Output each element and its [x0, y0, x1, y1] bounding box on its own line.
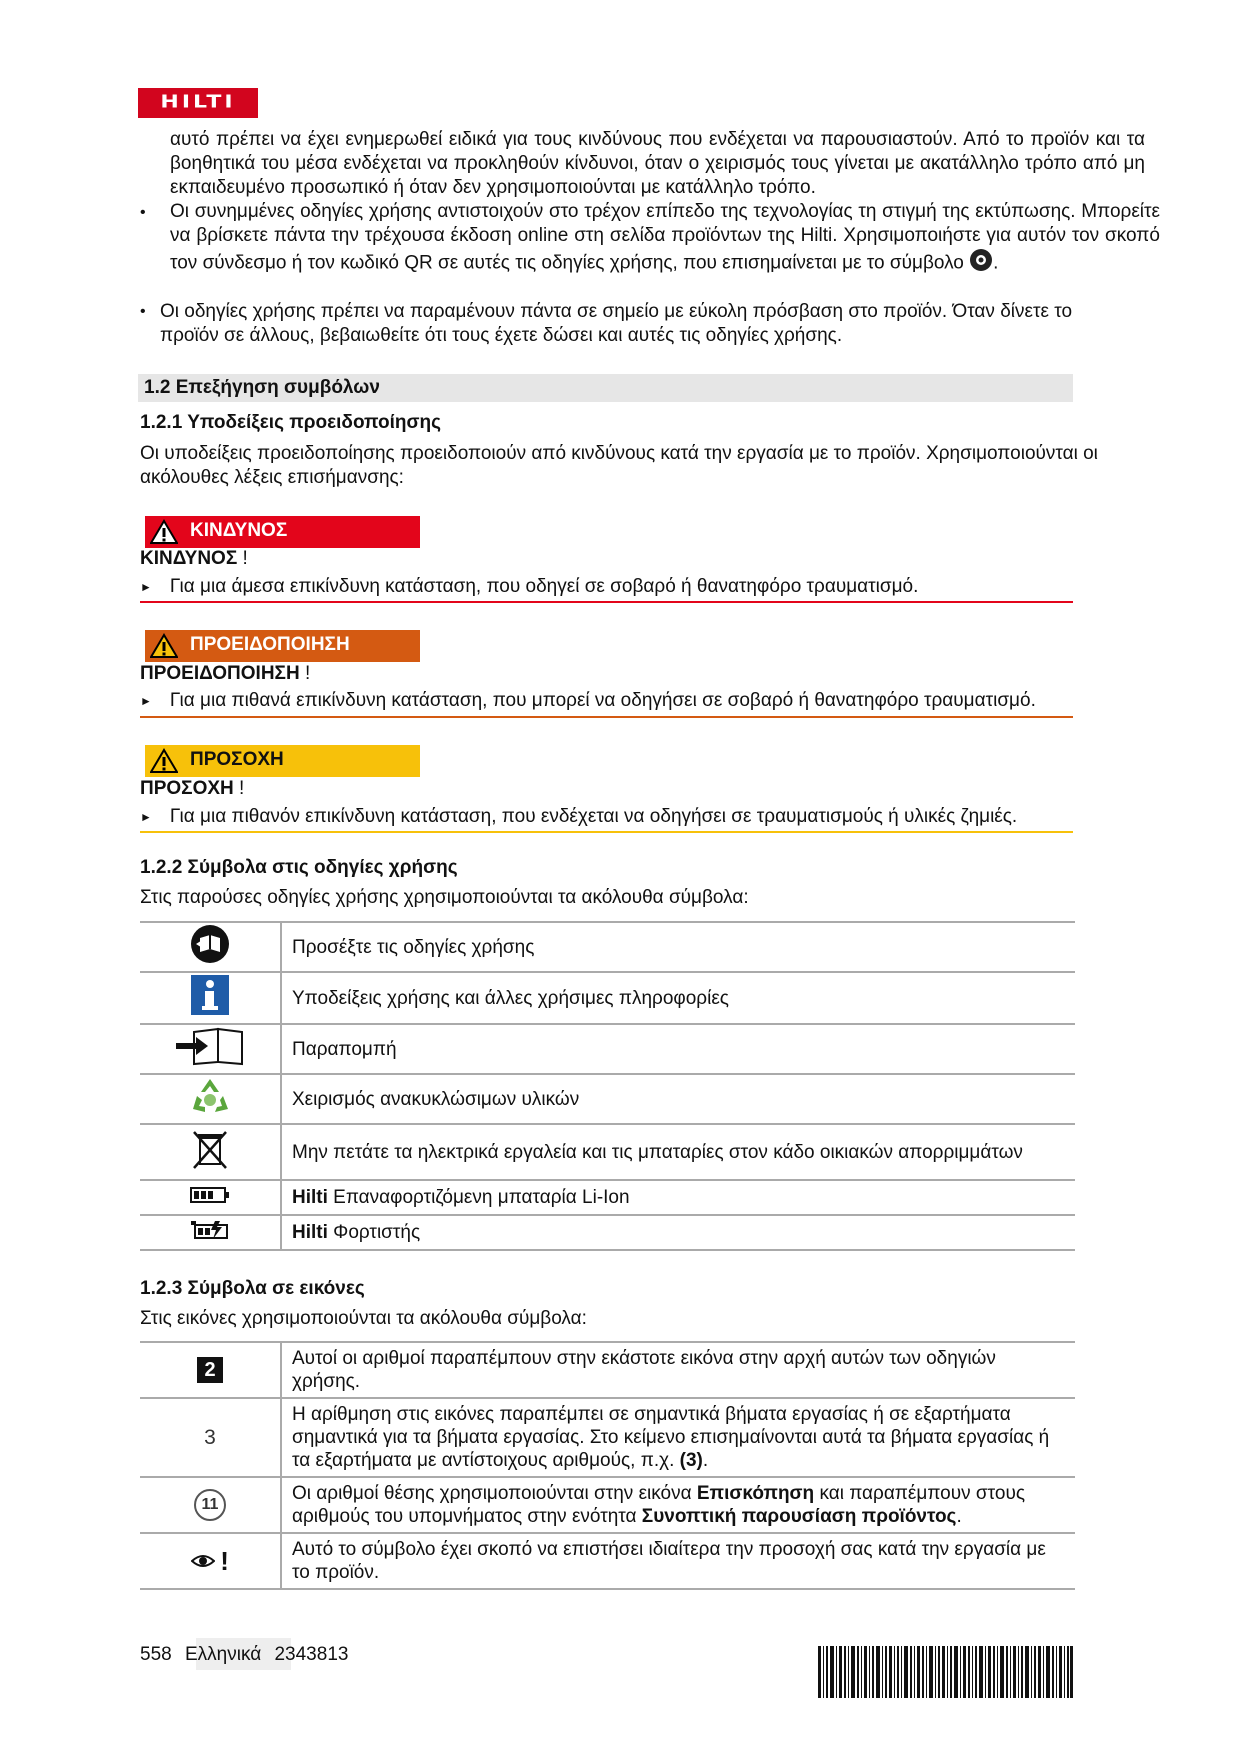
danger-title: [140, 548, 248, 570]
attention-eye-icon: [140, 1533, 281, 1589]
figure-number: 2: [197, 1357, 223, 1383]
table-row: [140, 1124, 1075, 1180]
caution-excl: !: [233, 778, 245, 799]
qr-symbol-icon: [969, 248, 993, 279]
page-number: 558: [140, 1644, 172, 1665]
symbol-text: Παραπομπή: [281, 1024, 1075, 1074]
symbol-text: Χειρισμός ανακυκλώσιμων υλικών: [281, 1074, 1075, 1124]
symbol-text: [281, 1477, 1075, 1533]
symbol-text: Μην πετάτε τα ηλεκτρικά εργαλεία και τις μπαταρίες στον κάδο οικιακών απορριμμάτων: [281, 1124, 1075, 1180]
subsection-title-1-2-2: 1.2.2 Σύμβολα στις οδηγίες χρήσης: [140, 857, 458, 878]
arrow-icon: ►: [140, 809, 152, 824]
battery-text: Επαναφορτιζόμενη μπαταρία Li-Ion: [327, 1187, 630, 1208]
intro-bullet-1: Οι συνημμένες οδηγίες χρήσης αντιστοιχούν στο τρέχον επίπεδο της τεχνολογίας τη στιγμή της εκτύπωσης. Μπορείτε να βρίσκετε πάντα την τρέχουσα έκδοση online στη σελίδα προϊόντων της Hilti. Χρησιμοποιήστε για αυτόν τον σκοπό τον σύνδεσμο ή τον κωδικό QR σε αυτές τις οδηγίες χρήσης, που επισημαίνεται με το σύμβολο .: [170, 200, 1160, 279]
symbol-text: [281, 1180, 1075, 1215]
hilti-logo: [138, 88, 258, 118]
subsection-text-1-2-2: Στις παρούσες οδηγίες χρήσης χρησιμοποιούνται τα ακόλουθα σύμβολα:: [140, 887, 749, 908]
table-row: [140, 1342, 1075, 1398]
warning-triangle-icon: [150, 633, 178, 659]
charger-icon: [140, 1215, 281, 1250]
caution-title-text: ΠΡΟΣΟΧΗ: [140, 778, 234, 799]
table-row: [140, 1180, 1075, 1215]
caution-description-text: Για μια πιθανόν επικίνδυνη κατάσταση, που ενδέχεται να οδηγήσει σε τραυματισμούς ή υλικές ζημιές.: [169, 806, 1018, 827]
warning-title: [140, 663, 310, 685]
reference-book-icon: [140, 1024, 281, 1074]
table-row: [140, 1074, 1075, 1124]
warning-triangle-icon: [150, 748, 178, 774]
table-row: [140, 972, 1075, 1024]
warning-signal-box: [145, 630, 420, 662]
intro-paragraph-text: αυτό πρέπει να έχει ενημερωθεί ειδικά για τους κινδύνους που ενδέχεται να παρουσιαστούν. Από το προϊόν και τα βοηθητικά του μέσα ενδέχεται να προκληθούν κίνδυνοι, όταν ο χειρισμός τους γίνεται με ακατάλληλο τρόπο από μη εκπαιδευμένο προσωπικό ή όταν δεν χρησιμοποιούνται με κατάλληλο τρόπο.: [170, 129, 1145, 198]
table-row: [140, 1024, 1075, 1074]
intro-bullet-2-text: Οι οδηγίες χρήσης πρέπει να παραμένουν πάντα σε σημείο με εύκολη πρόσβαση στο προϊόν. Όταν δίνετε το προϊόν σε άλλους, βεβαιωθείτε ότι τους έχετε δώσει και αυτές τις οδηγίες χρήσης.: [160, 301, 1073, 346]
danger-description: [140, 576, 918, 598]
info-icon: [140, 972, 281, 1024]
crossed-bin-icon: [140, 1124, 281, 1180]
symbol-text: Αυτό το σύμβολο έχει σκοπό να επιστήσει ιδιαίτερα την προσοχή σας κατά την εργασία με το προϊόν.: [281, 1533, 1075, 1589]
hilti-bold: Hilti: [292, 1222, 328, 1243]
symbols-table: [140, 921, 1075, 1251]
recycle-icon: [140, 1074, 281, 1124]
step-example: (3): [679, 1450, 703, 1471]
battery-icon: [140, 1180, 281, 1215]
symbol-text: Υποδείξεις χρήσης και άλλες χρήσιμες πληροφορίες: [281, 972, 1075, 1024]
image-symbols-table: [140, 1341, 1075, 1590]
charger-text: Φορτιστής: [327, 1222, 421, 1243]
danger-excl: !: [237, 548, 248, 569]
danger-divider: [140, 601, 1073, 603]
section-title: 1.2 Επεξήγηση συμβόλων: [144, 377, 380, 398]
step-end: .: [702, 1450, 709, 1471]
symbol-text: [281, 1215, 1075, 1250]
symbol-text: Προσέξτε τις οδηγίες χρήσης: [281, 922, 1075, 972]
intro-bullet-1-text: Οι συνημμένες οδηγίες χρήσης αντιστοιχούν στο τρέχον επίπεδο της τεχνολογίας τη στιγμή της εκτύπωσης. Μπορείτε να βρίσκετε πάντα την τρέχουσα έκδοση online στη σελίδα προϊόντων της Hilti. Χρησιμοποιήστε για αυτόν τον σκοπό τον σύνδεσμο ή τον κωδικό QR σε αυτές τις οδηγίες χρήσης, που επισημαίνεται με το σύμβολο: [170, 201, 1160, 274]
read-manual-icon: [140, 922, 281, 972]
warning-signal-label: ΠΡΟΕΙΔΟΠΟΙΗΣΗ: [190, 634, 350, 655]
table-row: [140, 1477, 1075, 1533]
symbol-text: Αυτοί οι αριθμοί παραπέμπουν στην εκάστοτε εικόνα στην αρχή αυτών των οδηγιών χρήσης.: [281, 1342, 1075, 1398]
overview-bold: Επισκόπηση: [696, 1483, 815, 1504]
footer-code: 2343813: [274, 1644, 349, 1665]
table-row: [140, 1533, 1075, 1589]
caution-signal-label: ΠΡΟΣΟΧΗ: [190, 749, 284, 770]
warning-title-text: ΠΡΟΕΙΔΟΠΟΙΗΣΗ: [140, 663, 300, 684]
hilti-bold: Hilti: [292, 1187, 328, 1208]
warning-excl: !: [299, 663, 311, 684]
position-text-2: και παραπέμπουν στους αριθμούς του υπομνήματος στην ενότητα: [292, 1483, 1025, 1527]
warning-divider: [140, 716, 1073, 718]
step-text: Η αρίθμηση στις εικόνες παραπέμπει σε σημαντικά βήματα εργασίας ή σε εξαρτήματα σημαντικά για τα βήματα εργασίας. Στο κείμενο επισημαίνονται αυτά τα βήματα εργασίας ή τα εξαρτήματα με αντίστοιχους αριθμούς, π.χ.: [292, 1404, 1050, 1471]
warning-description: [140, 690, 1036, 712]
danger-signal-label: ΚΙΝΔΥΝΟΣ: [190, 520, 288, 541]
caution-divider: [140, 831, 1073, 833]
bullet-dot: •: [140, 204, 146, 221]
subsection-text-1-2-1: Οι υποδείξεις προειδοποίησης προειδοποιούν από κινδύνους κατά την εργασία με το προϊόν. Χρησιμοποιούνται οι ακόλουθες λέξεις επισήμανσης:: [140, 443, 1098, 488]
intro-paragraph: [170, 128, 1145, 200]
danger-description-text: Για μια άμεσα επικίνδυνη κατάσταση, που οδηγεί σε σοβαρό ή θανατηφόρο τραυματισμό.: [169, 576, 919, 597]
warning-description-text: Για μια πιθανά επικίνδυνη κατάσταση, που μπορεί να οδηγήσει σε σοβαρό ή θανατηφόρο τραυματισμό.: [169, 690, 1036, 711]
step-number: 3: [204, 1425, 216, 1449]
section-header: [138, 374, 1073, 402]
product-summary-bold: Συνοπτική παρουσίαση προϊόντος: [641, 1506, 957, 1527]
attention-mark: !: [220, 1545, 229, 1576]
arrow-icon: ►: [140, 693, 152, 708]
intro-bullet-2: [160, 300, 1120, 348]
bullet-dot: •: [140, 303, 146, 320]
logo-text: HILTI: [160, 92, 236, 113]
subsection-text-1-2-3: Στις εικόνες χρησιμοποιούνται τα ακόλουθα σύμβολα:: [140, 1308, 587, 1329]
barcode-icon: [818, 1646, 1073, 1698]
subsection-title-1-2-1: 1.2.1 Υποδείξεις προειδοποίησης: [140, 412, 442, 433]
caution-signal-box: [145, 745, 420, 777]
step-number-icon: [140, 1398, 281, 1477]
table-row: [140, 922, 1075, 972]
danger-signal-box: [145, 516, 420, 548]
arrow-icon: ►: [140, 579, 152, 594]
position-text: Οι αριθμοί θέσης χρησιμοποιούνται στην εικόνα: [292, 1483, 692, 1504]
warning-triangle-icon: [150, 519, 178, 545]
subsection-title-1-2-3: 1.2.3 Σύμβολα σε εικόνες: [140, 1278, 365, 1299]
table-row: [140, 1215, 1075, 1250]
symbol-text: [281, 1398, 1075, 1477]
caution-description: [140, 806, 1017, 828]
table-row: [140, 1398, 1075, 1477]
position-number: 11: [194, 1489, 226, 1521]
footer: [140, 1644, 348, 1666]
position-number-icon: [140, 1477, 281, 1533]
danger-title-text: ΚΙΝΔΥΝΟΣ: [140, 548, 238, 569]
footer-language: Ελληνικά: [184, 1644, 262, 1665]
caution-title: [140, 778, 244, 800]
figure-number-icon: [140, 1342, 281, 1398]
position-end: .: [956, 1506, 962, 1527]
